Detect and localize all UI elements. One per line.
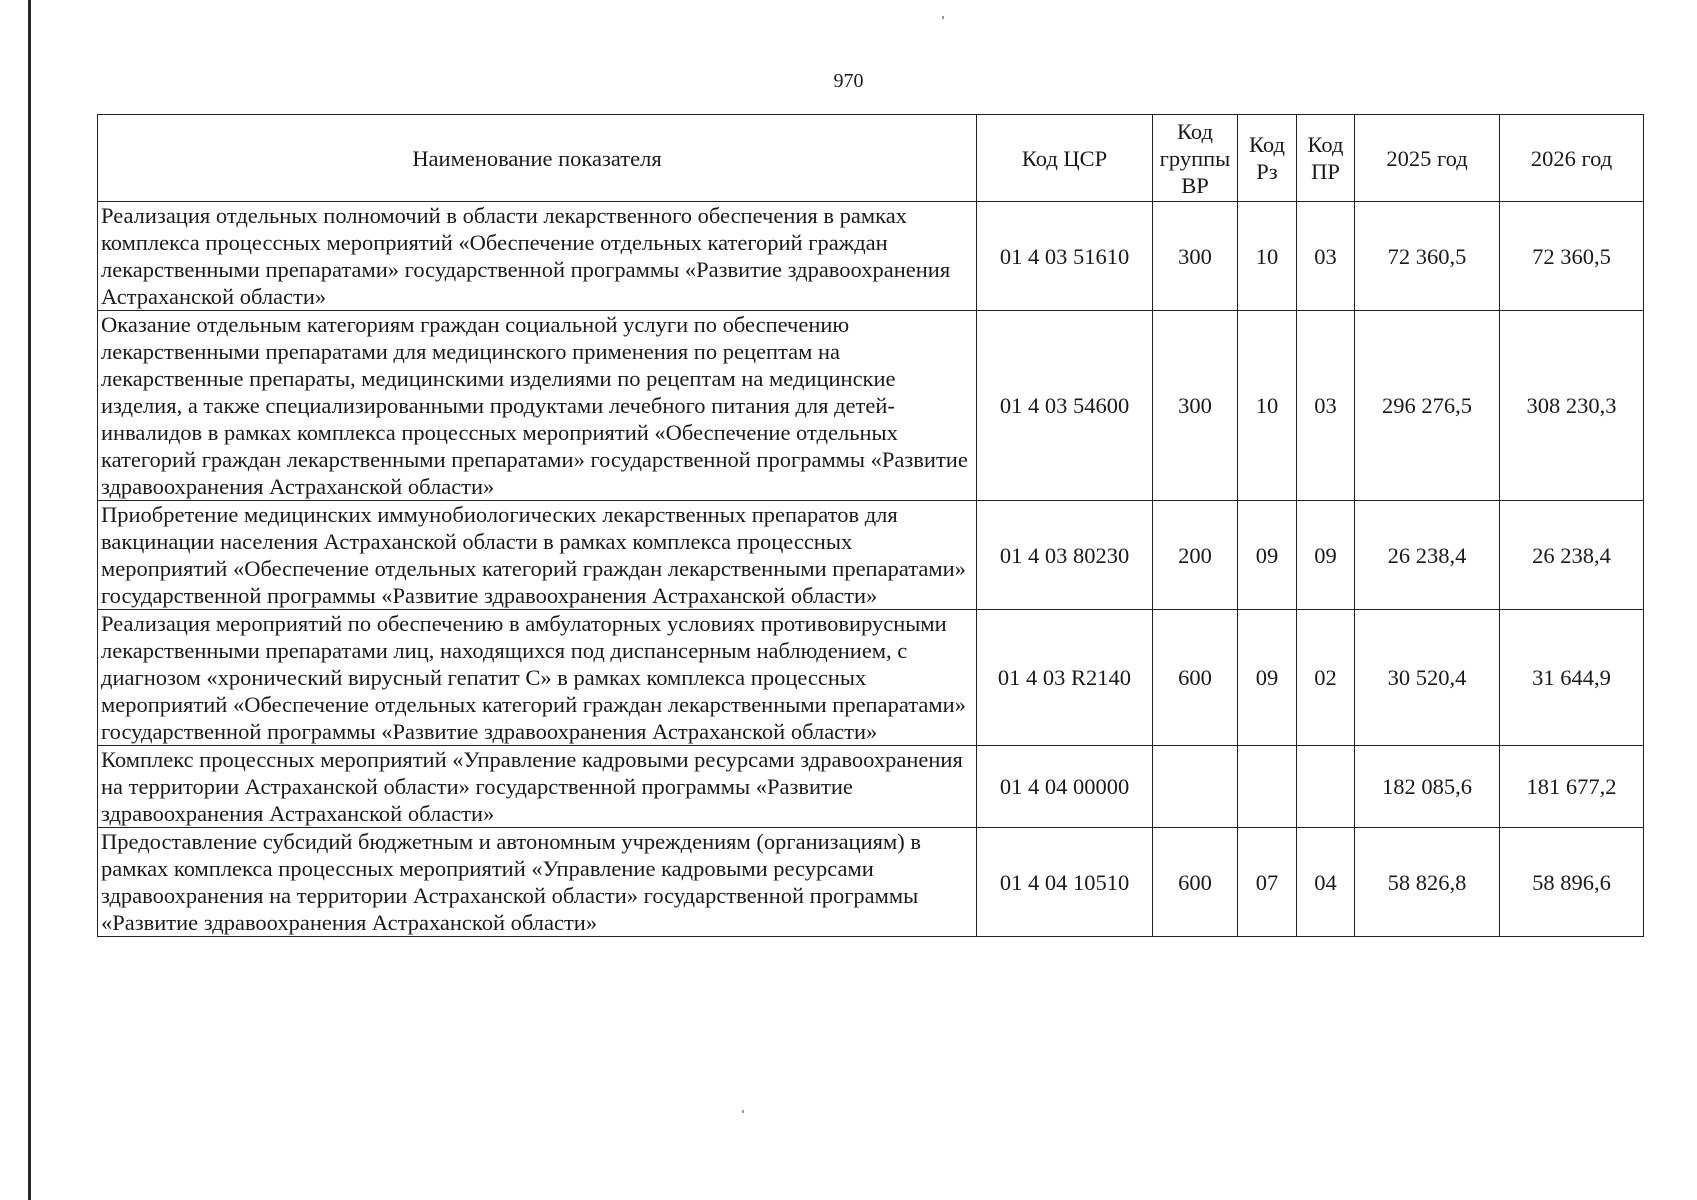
table-row — [98, 746, 1644, 828]
cell-name: Оказание отдельным категориям граждан социальной услуги по обеспечению лекарственными препаратами для медицинского применения по рецептам на лекарственные препараты, медицинскими изделиями по рецептам на медицинские изделия, а также специализированными продуктами лечебного питания для детей-инвалидов в рамках комплекса процессных мероприятий «Обеспечение отдельных категорий граждан лекарственными препаратами» государственной программы «Развитие здравоохранения Астраханской области» — [98, 311, 977, 501]
cell-2026: 31 644,9 — [1500, 610, 1644, 746]
table-row — [98, 610, 1644, 746]
cell-csr: 01 4 04 10510 — [977, 828, 1153, 937]
table-row — [98, 311, 1644, 501]
cell-2025: 30 520,4 — [1355, 610, 1500, 746]
cell-vr: 300 — [1153, 202, 1238, 311]
cell-2025: 182 085,6 — [1355, 746, 1500, 828]
cell-vr: 600 — [1153, 610, 1238, 746]
cell-2025: 72 360,5 — [1355, 202, 1500, 311]
header-row — [98, 115, 1644, 202]
cell-vr: 300 — [1153, 311, 1238, 501]
budget-table — [97, 114, 1644, 937]
scan-speck — [942, 16, 944, 19]
cell-vr: 200 — [1153, 501, 1238, 610]
cell-name: Предоставление субсидий бюджетным и автономным учреждениям (организациям) в рамках комплекса процессных мероприятий «Управление кадровыми ресурсами здравоохранения на территории Астраханской области» государственной программы «Развитие здравоохранения Астраханской области» — [98, 828, 977, 937]
cell-vr — [1153, 746, 1238, 828]
header-vr-line1: Код — [1177, 118, 1213, 144]
cell-2025: 296 276,5 — [1355, 311, 1500, 501]
cell-rz — [1238, 746, 1297, 828]
cell-2026: 308 230,3 — [1500, 311, 1644, 501]
cell-pr: 02 — [1297, 610, 1355, 746]
header-vr — [1153, 115, 1238, 202]
cell-2026: 181 677,2 — [1500, 746, 1644, 828]
cell-name: Комплекс процессных мероприятий «Управление кадровыми ресурсами здравоохранения на территории Астраханской области» государственной программы «Развитие здравоохранения Астраханской области» — [98, 746, 977, 828]
cell-rz: 09 — [1238, 610, 1297, 746]
cell-pr: 04 — [1297, 828, 1355, 937]
cell-pr: 03 — [1297, 202, 1355, 311]
page-number: 970 — [833, 70, 864, 92]
cell-2026: 72 360,5 — [1500, 202, 1644, 311]
cell-pr: 03 — [1297, 311, 1355, 501]
header-vr-line3: ВР — [1181, 172, 1209, 198]
header-pr-line1: Код — [1307, 132, 1344, 157]
cell-name: Реализация отдельных полномочий в области лекарственного обеспечения в рамках комплекса процессных мероприятий «Обеспечение отдельных категорий граждан лекарственными препаратами» государственной программы «Развитие здравоохранения Астраханской области» — [98, 202, 977, 311]
cell-rz: 10 — [1238, 311, 1297, 501]
cell-pr: 09 — [1297, 501, 1355, 610]
scan-left-edge — [28, 0, 31, 1200]
cell-vr: 600 — [1153, 828, 1238, 937]
cell-csr: 01 4 03 R2140 — [977, 610, 1153, 746]
header-name: Наименование показателя — [98, 115, 977, 202]
header-2025: 2025 год — [1355, 115, 1500, 202]
header-rz — [1238, 115, 1297, 202]
table-body — [98, 202, 1644, 937]
cell-2025: 58 826,8 — [1355, 828, 1500, 937]
cell-2026: 26 238,4 — [1500, 501, 1644, 610]
cell-rz: 09 — [1238, 501, 1297, 610]
cell-csr: 01 4 03 51610 — [977, 202, 1153, 311]
cell-csr: 01 4 03 80230 — [977, 501, 1153, 610]
table-header — [98, 115, 1644, 202]
header-vr-line2: группы — [1159, 145, 1231, 171]
cell-rz: 10 — [1238, 202, 1297, 311]
table-row — [98, 202, 1644, 311]
cell-2025: 26 238,4 — [1355, 501, 1500, 610]
header-pr — [1297, 115, 1355, 202]
cell-csr: 01 4 03 54600 — [977, 311, 1153, 501]
table-row — [98, 828, 1644, 937]
header-2026: 2026 год — [1500, 115, 1644, 202]
cell-pr — [1297, 746, 1355, 828]
header-rz-line2: Рз — [1256, 159, 1278, 184]
table-row — [98, 501, 1644, 610]
cell-2026: 58 896,6 — [1500, 828, 1644, 937]
header-csr: Код ЦСР — [977, 115, 1153, 202]
cell-name: Приобретение медицинских иммунобиологических лекарственных препаратов для вакцинации населения Астраханской области в рамках комплекса процессных мероприятий «Обеспечение отдельных категорий граждан лекарственными препаратами» государственной программы «Развитие здравоохранения Астраханской области» — [98, 501, 977, 610]
cell-rz: 07 — [1238, 828, 1297, 937]
cell-csr: 01 4 04 00000 — [977, 746, 1153, 828]
cell-name: Реализация мероприятий по обеспечению в амбулаторных условиях противовирусными лекарственными препаратами лиц, находящихся под диспансерным наблюдением, с диагнозом «хронический вирусный гепатит С» в рамках комплекса процессных мероприятий «Обеспечение отдельных категорий граждан лекарственными препаратами» государственной программы «Развитие здравоохранения Астраханской области» — [98, 610, 977, 746]
scan-speck — [742, 1110, 744, 1113]
header-pr-line2: ПР — [1311, 159, 1340, 184]
header-rz-line1: Код — [1249, 132, 1285, 157]
